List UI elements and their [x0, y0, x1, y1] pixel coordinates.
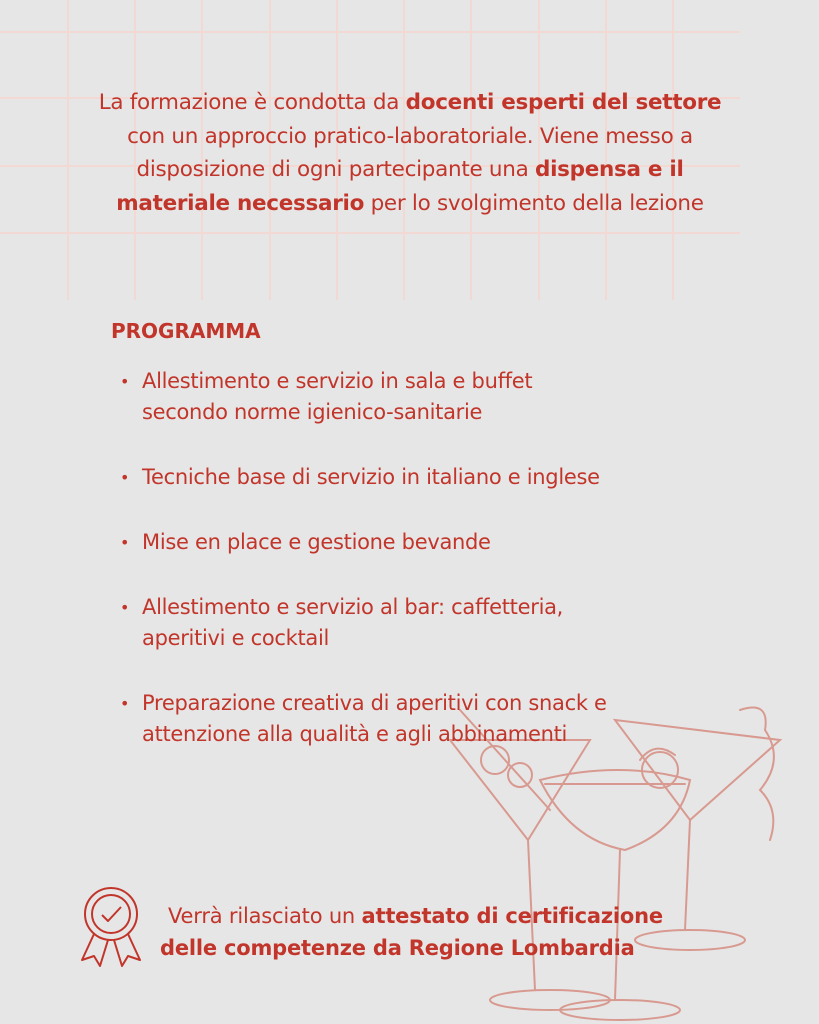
- list-item: [120, 592, 720, 654]
- intro-text-3: per lo svolgimento della lezione: [364, 190, 704, 216]
- list-item-line-2: secondo norme igienico-sanitarie: [142, 400, 483, 424]
- list-item-line-1: Mise en place e gestione bevande: [142, 530, 491, 554]
- bullet-icon: •: [120, 372, 130, 391]
- certificate-note: [160, 900, 760, 964]
- list-item-line-2: aperitivi e cocktail: [142, 626, 330, 650]
- list-item: [120, 688, 720, 750]
- bullet-icon: •: [120, 468, 130, 487]
- list-item: [120, 462, 720, 493]
- list-item: [120, 366, 720, 428]
- list-item-line-1: Allestimento e servizio in sala e buffet: [142, 369, 533, 393]
- list-item-line-1: Preparazione creativa di aperitivi con snack e: [142, 691, 607, 715]
- list-item-line-2: attenzione alla qualità e agli abbinamenti: [142, 722, 568, 746]
- intro-bold-teachers: docenti esperti del settore: [405, 90, 722, 115]
- bullet-icon: •: [120, 533, 130, 552]
- certificate-bold-2: delle competenze da Regione Lombardia: [160, 936, 635, 960]
- award-ribbon-icon: [76, 884, 146, 968]
- program-list: [120, 366, 720, 750]
- bullet-icon: •: [120, 598, 130, 617]
- bullet-icon: •: [120, 694, 130, 713]
- list-item: [120, 527, 720, 558]
- intro-text-1: La formazione è condotta da: [98, 90, 406, 115]
- list-item-line-1: Tecniche base di servizio in italiano e inglese: [142, 465, 600, 489]
- intro-text-2: con un approccio pratico-laboratoriale. Viene messo a disposizione di ogni partecipante una: [127, 123, 693, 182]
- certificate-text-1: Verrà rilasciato un: [168, 904, 362, 928]
- list-item-line-1: Allestimento e servizio al bar: caffetteria,: [142, 595, 564, 619]
- program-heading: PROGRAMMA: [111, 319, 261, 343]
- intro-bold-materials: dispensa e il materiale necessario: [116, 157, 684, 216]
- intro-paragraph: [95, 86, 725, 220]
- certificate-bold-1: attestato di certificazione: [361, 904, 663, 928]
